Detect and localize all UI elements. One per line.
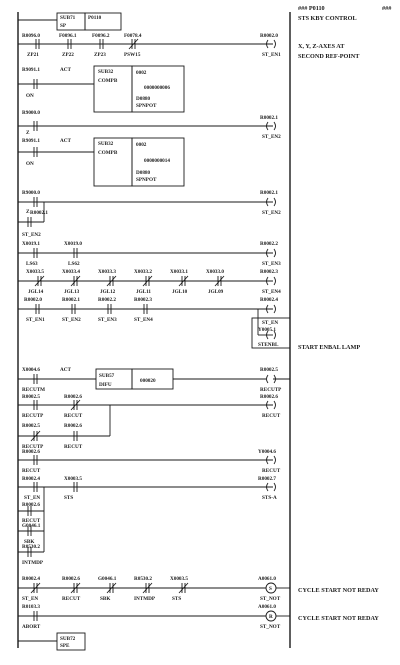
r6-c4-name: JGL11 bbox=[136, 289, 151, 295]
r4-c1-name: Z bbox=[26, 209, 30, 215]
enbal-lamp-note: START ENBAL LAMP bbox=[298, 344, 361, 351]
r10-c1-addr: R0002.6 bbox=[22, 449, 41, 455]
difu-param: 000020 bbox=[140, 378, 156, 384]
r11-c2-name: STS bbox=[64, 495, 74, 501]
difu-block bbox=[96, 369, 173, 389]
r7-c2-addr: R0002.1 bbox=[62, 297, 81, 303]
set-coil-letter: S bbox=[269, 586, 272, 592]
r1-out-name: ST_EN1 bbox=[262, 52, 281, 58]
r6-c2-name: JGL13 bbox=[64, 289, 80, 295]
comp1-name: COMPB bbox=[98, 78, 118, 84]
r2-c1-name: ON bbox=[26, 93, 34, 99]
r11-c1-addr: R0002.4 bbox=[22, 476, 41, 482]
rung-2-output bbox=[18, 110, 281, 140]
difu-name: DIFU bbox=[99, 382, 112, 388]
r9-c3-addr: R0002.5 bbox=[22, 423, 41, 429]
r8-out-name: RECUTP bbox=[260, 387, 282, 393]
r6-out-addr: R0002.3 bbox=[260, 269, 279, 275]
r6-c1-addr: X0033.5 bbox=[26, 269, 45, 275]
r6-c5-addr: X0033.1 bbox=[170, 269, 189, 275]
r8-c1-name: RECUTM bbox=[22, 387, 46, 393]
r3-c1-name: ON bbox=[26, 161, 34, 167]
r12-out-name: ST_NOT bbox=[260, 596, 281, 602]
sp-function-block bbox=[18, 13, 121, 30]
comp2-const-val: 0000000014 bbox=[144, 158, 170, 164]
comp1-addr-name: SPNPOT bbox=[136, 103, 157, 109]
r7-c1-addr: R0002.0 bbox=[24, 297, 43, 303]
r6-c5-name: JGL10 bbox=[172, 289, 188, 295]
r13-out-name: ST_NOT bbox=[260, 624, 281, 630]
r4-c1-addr: R9000.0 bbox=[22, 190, 41, 196]
program-code: ### P0110 bbox=[298, 5, 325, 12]
r6-c6-name: JGL09 bbox=[208, 289, 224, 295]
sp-block-name: SP bbox=[60, 23, 67, 29]
reset-coil-st-not bbox=[266, 611, 276, 621]
header-marker: ### bbox=[382, 5, 392, 12]
r7-out2-addr: Y0005.1 bbox=[258, 327, 277, 333]
program-title: STS KBY CONTROL bbox=[298, 15, 357, 22]
r13-c1-name: ABORT bbox=[22, 624, 41, 630]
r11-c3-addr: R0002.6 bbox=[22, 502, 41, 508]
set-coil-st-not bbox=[266, 583, 276, 593]
r6-c3-addr: X0033.3 bbox=[98, 269, 117, 275]
r6-c2-addr: X0033.4 bbox=[62, 269, 81, 275]
r8-act: ACT bbox=[60, 367, 71, 373]
r7-out-addr: R0002.4 bbox=[260, 297, 279, 303]
r11-c4-name: SBK bbox=[24, 539, 35, 545]
r4-c2-name: ST_EN2 bbox=[22, 232, 41, 238]
r4-c2-addr: R0002.1 bbox=[30, 210, 49, 216]
r7-c4-name: ST_EN4 bbox=[134, 317, 153, 323]
r6-c6-addr: X0033.0 bbox=[206, 269, 225, 275]
rung-2 bbox=[18, 67, 94, 99]
spe-block-name: SPE bbox=[60, 643, 70, 649]
rung-3 bbox=[18, 138, 94, 167]
r12-c4-name: INTMDP bbox=[134, 596, 156, 602]
r1-c4-name: PSW15 bbox=[124, 52, 141, 58]
r10-out-addr: Y0004.6 bbox=[258, 449, 277, 455]
r2-c1-addr: R9091.1 bbox=[22, 67, 41, 73]
rung-9 bbox=[18, 394, 281, 450]
r7-c2-name: ST_EN2 bbox=[62, 317, 81, 323]
r11-c1-name: ST_EN bbox=[24, 495, 41, 501]
r6-c4-addr: X0033.2 bbox=[134, 269, 153, 275]
r12-c2-name: RECUT bbox=[62, 596, 81, 602]
r10-out-name: RECUT bbox=[262, 468, 281, 474]
r12-c5-name: STS bbox=[172, 596, 182, 602]
r9-c1-addr: R0002.5 bbox=[22, 394, 41, 400]
sp-block-param: P0110 bbox=[88, 15, 102, 21]
r9-c2-name: RECUT bbox=[64, 413, 83, 419]
comp2-const-code: 0002 bbox=[136, 142, 147, 148]
r7-c3-addr: R0002.2 bbox=[98, 297, 117, 303]
r2-act: ACT bbox=[60, 67, 71, 73]
r9-out-name: RECUT bbox=[262, 413, 281, 419]
r4-out-name: ST_EN2 bbox=[262, 210, 281, 216]
r5-c2-name: LS62 bbox=[68, 261, 80, 267]
r9-out-addr: R0002.6 bbox=[260, 394, 279, 400]
r7-c3-name: ST_EN3 bbox=[98, 317, 117, 323]
r1-c1-addr: R0096.0 bbox=[22, 33, 41, 39]
r11-c3-name: RECUT bbox=[22, 518, 41, 524]
r6-out-name: ST_EN4 bbox=[262, 289, 281, 295]
r12-c1-name: ST_EN bbox=[22, 596, 39, 602]
comp2-addr: D0880 bbox=[136, 170, 151, 176]
r7-c4-addr: R0002.3 bbox=[134, 297, 153, 303]
rung-12 bbox=[18, 576, 290, 602]
compb-block-2 bbox=[94, 138, 184, 186]
r9-c4-name: RECUT bbox=[64, 444, 83, 450]
r12-c3-name: SBK bbox=[100, 596, 111, 602]
rung-7 bbox=[18, 297, 290, 348]
r5-c2-addr: X0019.0 bbox=[64, 241, 83, 247]
comp2-addr-name: SPNPOT bbox=[136, 177, 157, 183]
r4-out-addr: R0002.1 bbox=[260, 190, 279, 196]
rung-6 bbox=[18, 269, 281, 295]
comp1-label: SUB32 bbox=[98, 69, 114, 75]
r12-c2-addr: R0002.6 bbox=[62, 576, 81, 582]
comp1-addr: D0880 bbox=[136, 96, 151, 102]
r9-c4-addr: R0002.6 bbox=[64, 423, 83, 429]
r9-c1-name: RECUTP bbox=[22, 413, 44, 419]
spe-block-label: SUB72 bbox=[60, 636, 76, 642]
r2-out-addr: R0002.1 bbox=[260, 115, 279, 121]
rung-1 bbox=[18, 33, 281, 58]
comp1-const-val: 0000000006 bbox=[144, 85, 170, 91]
comp2-name: COMPB bbox=[98, 150, 118, 156]
r3-c1-addr: R9091.1 bbox=[22, 138, 41, 144]
r5-c1-addr: X0019.1 bbox=[22, 241, 41, 247]
r11-c5-name: INTMDP bbox=[22, 560, 44, 566]
spe-function-block bbox=[18, 633, 85, 650]
comp1-const-code: 0002 bbox=[136, 70, 147, 76]
r1-c2-name: ZP22 bbox=[62, 52, 74, 58]
r11-out-addr: R0002.7 bbox=[258, 476, 277, 482]
r1-c3-addr: F0096.2 bbox=[92, 33, 110, 39]
r11-c4-addr: G0046.1 bbox=[22, 523, 41, 529]
r2-out-name: ST_EN2 bbox=[262, 134, 281, 140]
r1-c1-name: ZP21 bbox=[27, 52, 39, 58]
r5-out-name: ST_EN3 bbox=[262, 261, 281, 267]
sp-block-label: SUB71 bbox=[60, 15, 76, 21]
r11-c2-addr: X0003.5 bbox=[64, 476, 83, 482]
r5-out-addr: R0002.2 bbox=[260, 241, 279, 247]
r11-c5-addr: R0530.2 bbox=[22, 544, 41, 550]
r12-c4-addr: R0530.2 bbox=[134, 576, 153, 582]
comp2-label: SUB32 bbox=[98, 141, 114, 147]
r13-c1-addr: R0103.3 bbox=[22, 604, 41, 610]
reset-coil-letter: R bbox=[269, 614, 273, 620]
r1-out-addr: R0002.0 bbox=[260, 33, 279, 39]
r12-c5-addr: X0003.5 bbox=[170, 576, 189, 582]
compb-block-1 bbox=[94, 66, 184, 112]
rung-5 bbox=[18, 241, 281, 267]
r1-c4-addr: F0078.4 bbox=[124, 33, 142, 39]
r9-c3-name: RECUTP bbox=[22, 444, 44, 450]
r1-c2-addr: F0096.1 bbox=[59, 33, 77, 39]
rung-11 bbox=[18, 476, 277, 566]
r6-c1-name: JGL14 bbox=[28, 289, 44, 295]
r2-z-addr: R9000.0 bbox=[22, 110, 41, 116]
r7-out2-name: STENBL bbox=[258, 342, 279, 348]
r5-c1-name: LS63 bbox=[26, 261, 38, 267]
cycle-not-ready-note-1: CYCLE START NOT REDAY bbox=[298, 587, 379, 594]
r12-c1-addr: R0002.4 bbox=[22, 576, 41, 582]
rung-4 bbox=[18, 190, 281, 238]
axes-ref-note-2: SECOND REF-POINT bbox=[298, 53, 360, 60]
cycle-not-ready-note-2: CYCLE START NOT REDAY bbox=[298, 615, 379, 622]
r9-c2-addr: R0002.6 bbox=[64, 394, 83, 400]
r2-z-name: Z bbox=[26, 130, 30, 136]
r13-out-addr: A0061.0 bbox=[258, 604, 277, 610]
axes-ref-note-1: X, Y, Z-AXES AT bbox=[298, 43, 345, 50]
r8-c1-addr: X0004.6 bbox=[22, 367, 41, 373]
rung-13 bbox=[18, 604, 290, 630]
r7-out-name: ST_EN bbox=[262, 320, 279, 326]
r1-c3-name: ZP23 bbox=[94, 52, 106, 58]
r8-out-addr: R0002.5 bbox=[260, 367, 279, 373]
rung-10 bbox=[18, 449, 281, 474]
difu-label: SUB57 bbox=[99, 373, 115, 379]
r6-c3-name: JGL12 bbox=[100, 289, 116, 295]
r12-c3-addr: G0046.1 bbox=[98, 576, 117, 582]
r12-out-addr: A0061.0 bbox=[258, 576, 277, 582]
r7-c1-name: ST_EN1 bbox=[26, 317, 45, 323]
r11-out-name: STS-A bbox=[262, 495, 277, 501]
r3-act: ACT bbox=[60, 138, 71, 144]
r10-c1-name: RECUT bbox=[22, 468, 41, 474]
